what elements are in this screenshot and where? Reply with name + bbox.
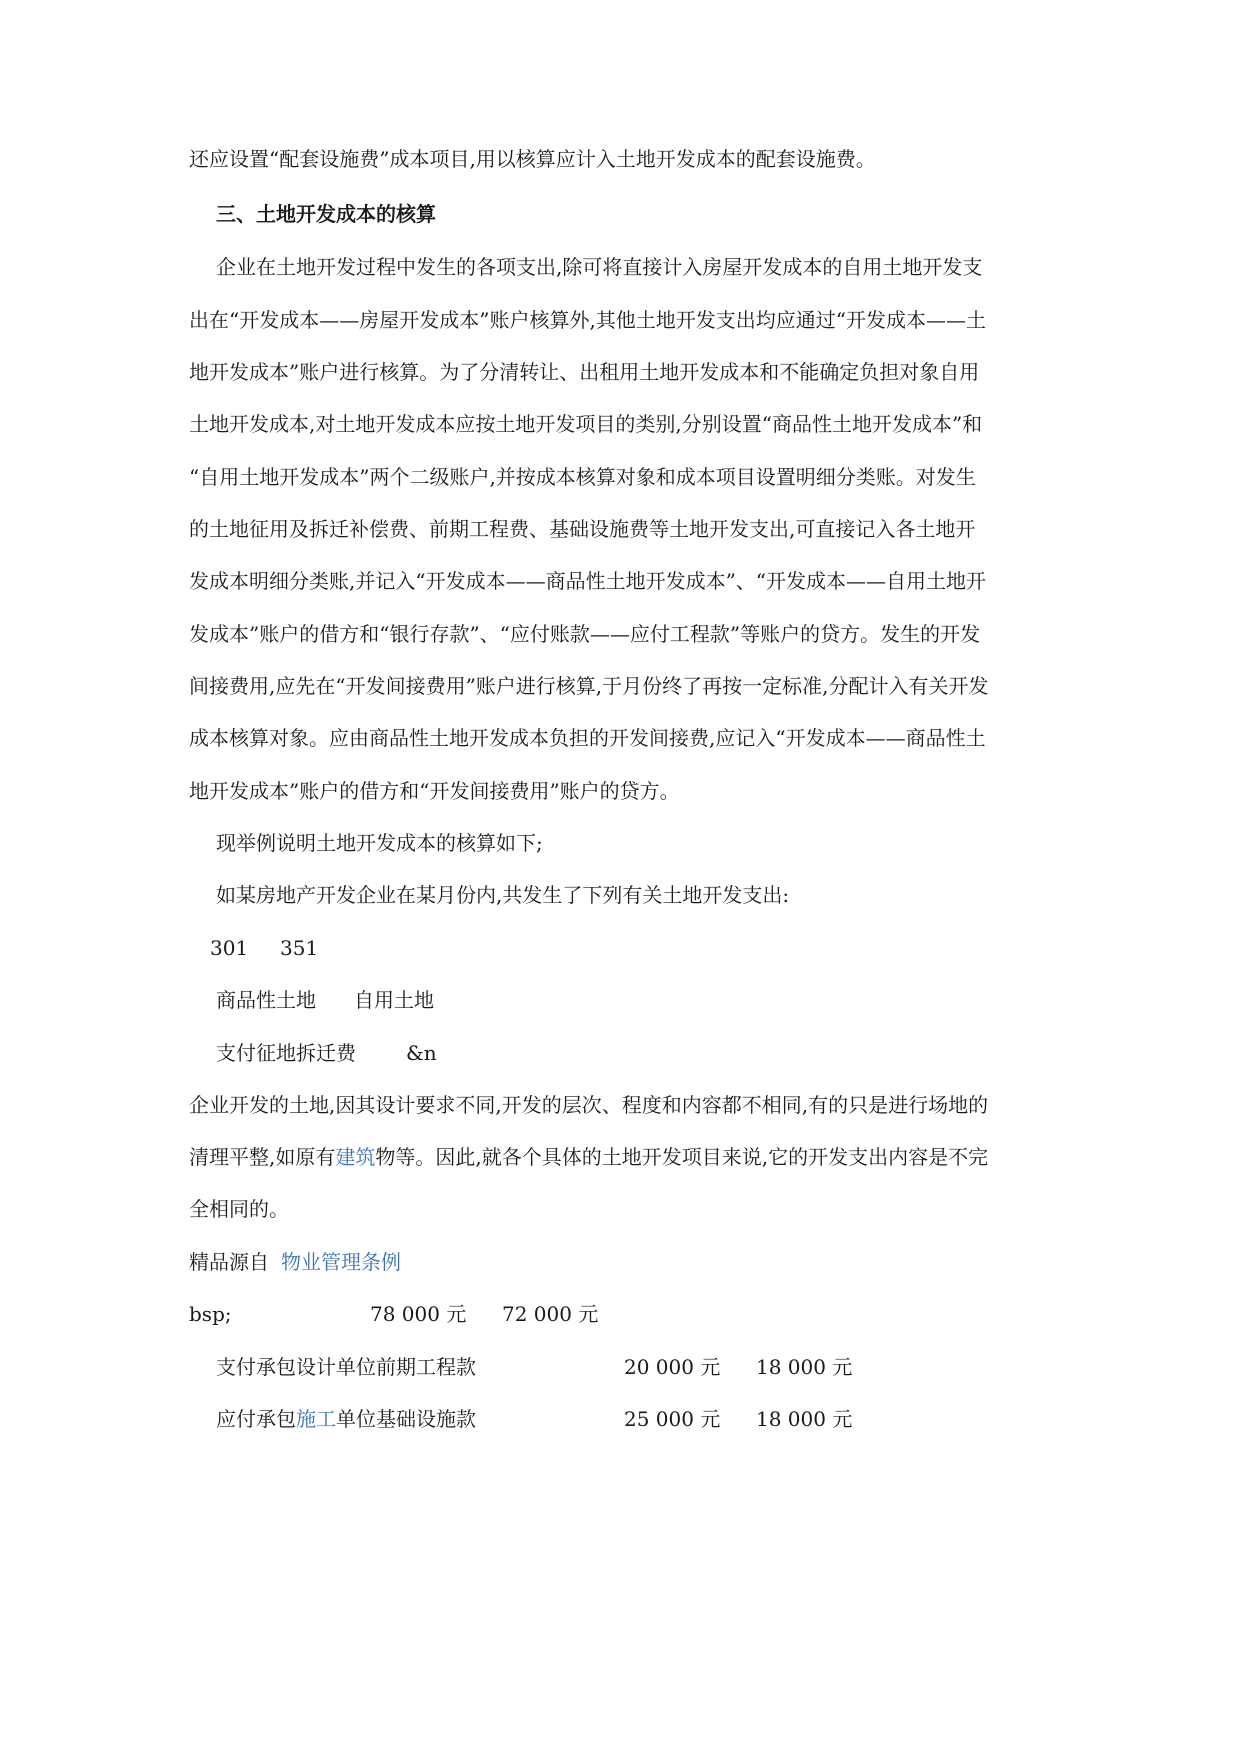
paragraph-line: 发成本”账户的借方和“银行存款”、“应付账款——应付工程款”等账户的贷方。发生的开发 xyxy=(189,622,981,646)
text-fragment: bsp; xyxy=(189,1302,232,1326)
row-label-text: 单位基础设施款 xyxy=(336,1407,476,1431)
paragraph-line: 间接费用,应先在“开发间接费用”账户进行核算,于月份终了再按一定标准,分配计入有关开发 xyxy=(189,674,989,698)
paragraph-line: 现举例说明土地开发成本的核算如下; xyxy=(216,831,543,855)
column-header-selfuse: 自用土地 xyxy=(354,988,434,1012)
row1-value-commercial: 78 000 元 xyxy=(370,1302,467,1326)
paragraph-line: 地开发成本”账户的借方和“开发间接费用”账户的贷方。 xyxy=(189,779,680,803)
link-construction[interactable]: 施工 xyxy=(296,1407,336,1431)
paragraph-line: 地开发成本”账户进行核算。为了分清转让、出租用土地开发成本和不能确定负担对象自用 xyxy=(189,360,980,384)
paragraph-text: 物等。因此,就各个具体的土地开发项目来说,它的开发支出内容是不完 xyxy=(375,1145,989,1169)
link-building[interactable]: 建筑 xyxy=(335,1145,376,1169)
row2-value-selfuse: 18 000 元 xyxy=(756,1355,853,1379)
row-label-text: 应付承包 xyxy=(216,1407,296,1431)
paragraph-line: “自用土地开发成本”两个二级账户,并按成本核算对象和成本项目设置明细分类账。对发生 xyxy=(189,465,976,489)
paragraph-line: 如某房地产开发企业在某月份内,共发生了下列有关土地开发支出: xyxy=(216,883,790,907)
row1-value-selfuse: 72 000 元 xyxy=(502,1302,599,1326)
row-label: 支付征地拆迁费 xyxy=(216,1041,356,1065)
paragraph-line: 企业开发的土地,因其设计要求不同,开发的层次、程度和内容都不相同,有的只是进行场地的 xyxy=(189,1093,989,1117)
paragraph-line: 企业在土地开发过程中发生的各项支出,除可将直接计入房屋开发成本的自用土地开发支 xyxy=(216,255,983,279)
row3-value-selfuse: 18 000 元 xyxy=(756,1407,853,1431)
paragraph-line: 的土地征用及拆迁补偿费、前期工程费、基础设施费等土地开发支出,可直接记入各土地开 xyxy=(189,517,976,541)
source-link[interactable]: 物业管理条例 xyxy=(281,1250,401,1274)
paragraph-line: 成本核算对象。应由商品性土地开发成本负担的开发间接费,应记入“开发成本——商品性土 xyxy=(189,726,986,750)
section-heading: 三、土地开发成本的核算 xyxy=(216,202,436,226)
paragraph-line: 全相同的。 xyxy=(189,1197,289,1221)
column-header-commercial: 商品性土地 xyxy=(216,988,316,1012)
text-fragment: &n xyxy=(406,1041,437,1065)
paragraph-line: 出在“开发成本——房屋开发成本”账户核算外,其他土地开发支出均应通过“开发成本——土 xyxy=(189,308,987,332)
row-label xyxy=(216,1404,476,1434)
paragraph-line: 发成本明细分类账,并记入“开发成本——商品性土地开发成本”、“开发成本——自用土地开 xyxy=(189,569,987,593)
source-prefix: 精品源自 xyxy=(189,1250,269,1274)
paragraph-line: 土地开发成本,对土地开发成本应按土地开发项目的类别,分别设置“商品性土地开发成本”和 xyxy=(189,412,983,436)
paragraph-line: 还应设置“配套设施费”成本项目,用以核算应计入土地开发成本的配套设施费。 xyxy=(189,147,876,171)
paragraph-line xyxy=(189,1142,988,1172)
row2-value-commercial: 20 000 元 xyxy=(624,1355,721,1379)
paragraph-text: 清理平整,如原有 xyxy=(189,1145,336,1169)
source-line xyxy=(189,1247,401,1277)
account-code-301: 301 xyxy=(210,936,249,960)
row3-value-commercial: 25 000 元 xyxy=(624,1407,721,1431)
row-label: 支付承包设计单位前期工程款 xyxy=(216,1355,476,1379)
account-code-351: 351 xyxy=(280,936,319,960)
